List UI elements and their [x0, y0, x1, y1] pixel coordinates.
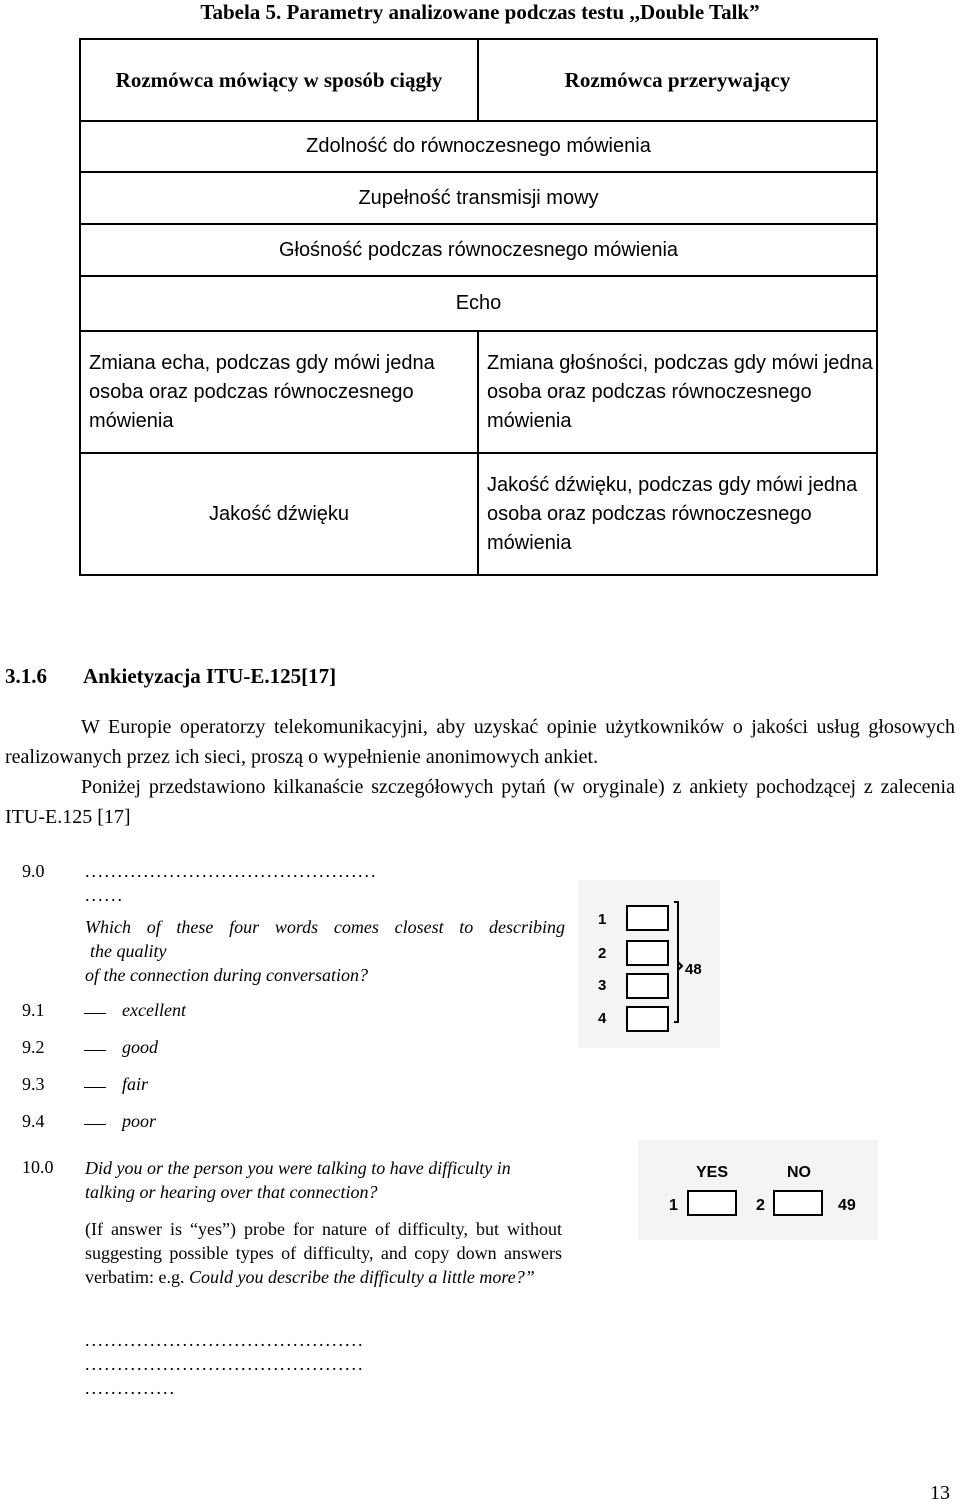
- paragraph-2-text: Poniżej przedstawiono kilkanaście szczegółowych pytań (w oryginale) z ankiety pochodzącej z zalecenia ITU-E.125 [17]: [5, 776, 955, 828]
- no-box[interactable]: [774, 1191, 822, 1215]
- table-caption: [0, 0, 960, 24]
- section-number: 3.1.6: [5, 664, 47, 688]
- option-number: 9.3: [22, 1074, 45, 1094]
- option-label: poor: [122, 1111, 157, 1131]
- figure-background: [638, 1140, 878, 1240]
- section-title: Ankietyzacja ITU-E.125[17]: [83, 664, 337, 688]
- full-row-cell: Głośność podczas równoczesnego mówienia: [80, 224, 877, 276]
- full-row-cell: Zdolność do równoczesnego mówienia: [80, 121, 877, 172]
- q10-yes-no-figure: [638, 1140, 878, 1240]
- answer-box[interactable]: [627, 974, 668, 998]
- q10-probe-plain: (If answer is “yes”) probe for nature of difficulty, but without suggesting possible types of difficulty, and copy down answers verbatim: e.g.: [85, 1219, 562, 1287]
- paragraph-2: [5, 772, 955, 832]
- q9-dots-1: .............................................: [85, 861, 378, 881]
- header-continuous-speaker: Rozmówca mówiący w sposób ciągły: [80, 39, 478, 121]
- option-label: fair: [122, 1074, 149, 1094]
- q10-probe-italic: Could you describe the difficulty a little more?”: [188, 1267, 535, 1287]
- caption-text: Parametry analizowane podczas testu ,,Double Talk”: [286, 0, 760, 24]
- no-number: 2: [756, 1197, 765, 1214]
- dash: [84, 1050, 106, 1051]
- table-row: [80, 276, 877, 331]
- paragraph-1-text: W Europie operatorzy telekomunikacyjni, aby uzyskać opinie użytkowników o jakości usług głosowych realizowanych przez ich sieci, proszą o wypełnienie anonimowych ankiet.: [5, 716, 955, 768]
- option-number: 9.4: [22, 1111, 45, 1131]
- table-row: [80, 453, 877, 575]
- dash: [84, 1087, 106, 1088]
- box-number: 4: [598, 1010, 607, 1027]
- column-code-48: 48: [685, 961, 702, 978]
- box-number: 3: [598, 977, 607, 994]
- table-row: [80, 172, 877, 224]
- answer-line: ...........................................: [85, 1354, 365, 1374]
- option-label: excellent: [122, 1000, 186, 1020]
- sound-quality-cell: Jakość dźwięku: [80, 453, 478, 575]
- box-number: 2: [598, 945, 607, 962]
- answer-box[interactable]: [627, 1007, 668, 1031]
- option-number: 9.2: [22, 1037, 45, 1057]
- yes-label: YES: [696, 1164, 729, 1181]
- table-row: [80, 331, 877, 453]
- option-label: good: [122, 1037, 158, 1057]
- answer-line: ..............: [85, 1378, 176, 1398]
- q10-probe: [85, 1217, 562, 1289]
- sound-quality-detail-cell: Jakość dźwięku, podczas gdy mówi jedna osoba oraz podczas równoczesnego mówienia: [478, 453, 877, 575]
- q9-answer-boxes-figure: [578, 880, 720, 1048]
- yes-number: 1: [669, 1197, 678, 1214]
- echo-change-cell: Zmiana echa, podczas gdy mówi jedna osoba oraz podczas równoczesnego mówienia: [80, 331, 478, 453]
- q9-text-line-1: Which of these four words comes closest to describing: [85, 917, 565, 937]
- option-number: 9.1: [22, 1000, 45, 1020]
- box-number: 1: [598, 911, 607, 928]
- full-row-cell: Echo: [80, 276, 877, 331]
- page-number: 13: [930, 1482, 950, 1504]
- loudness-change-cell: Zmiana głośności, podczas gdy mówi jedna osoba oraz podczas równoczesnego mówienia: [478, 331, 877, 453]
- full-row-cell: Zupełność transmisji mowy: [80, 172, 877, 224]
- q9-dots-2: ......: [85, 885, 124, 905]
- section-heading: [5, 664, 336, 689]
- dash: [84, 1124, 106, 1125]
- table-row: [80, 224, 877, 276]
- column-code-49: 49: [838, 1197, 856, 1214]
- parameters-table: [79, 38, 878, 576]
- q9-number: 9.0: [22, 861, 45, 881]
- table-row: [80, 121, 877, 172]
- q9-text-line-2: the quality: [90, 941, 167, 961]
- answer-box[interactable]: [627, 906, 668, 930]
- no-label: NO: [787, 1164, 811, 1181]
- paragraph-1: [5, 712, 955, 772]
- caption-label: Tabela 5.: [200, 0, 282, 24]
- header-interrupting-speaker: Rozmówca przerywający: [478, 39, 877, 121]
- q10-number: 10.0: [22, 1157, 54, 1177]
- answer-line: ...........................................: [85, 1330, 365, 1350]
- answer-box[interactable]: [627, 941, 668, 965]
- q9-text-line-3: of the connection during conversation?: [85, 965, 368, 985]
- yes-box[interactable]: [688, 1191, 736, 1215]
- q10-text: Did you or the person you were talking to have difficulty in talking or hearing over that connection?: [85, 1158, 511, 1202]
- table-header-row: [80, 39, 877, 121]
- dash: [84, 1013, 106, 1014]
